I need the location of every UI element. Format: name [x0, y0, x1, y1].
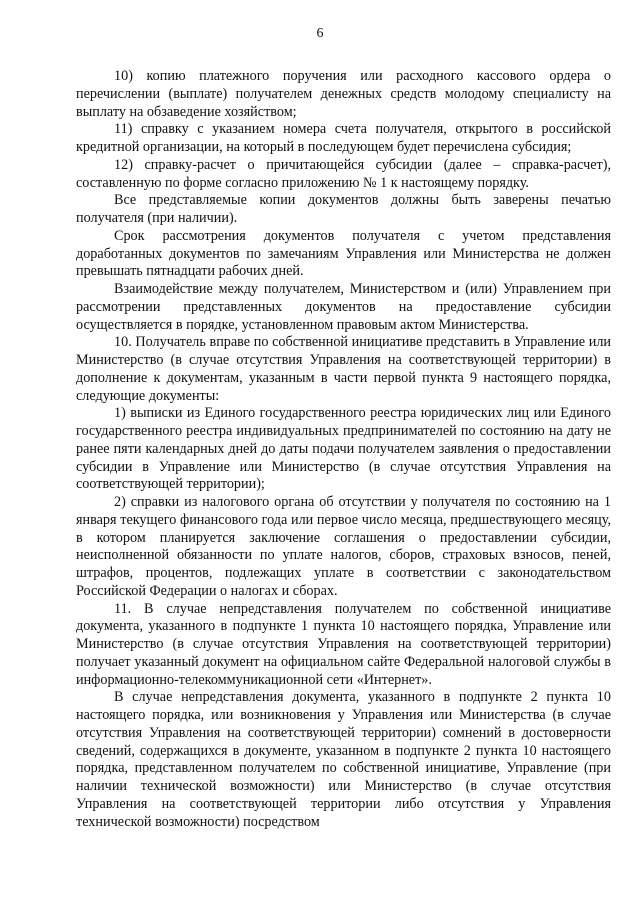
paragraph-item-11: 11) справку с указанием номера счета получателя, открытого в российской кредитной организации, на который в последующем будет перечислена субсидия;: [76, 121, 611, 155]
paragraph-item-12: 12) справку-расчет о причитающейся субсидии (далее – справка-расчет), составленную по форме согласно приложению № 1 к настоящему порядку.: [76, 156, 611, 191]
page-number: 6: [316, 26, 324, 41]
paragraph-item-10: 10) копию платежного поручения или расходного кассового ордера о перечислении (выплате) получателем денежных средств молодому специалисту на выплату на обзаведение хозяйством;: [76, 68, 611, 120]
paragraph-clause-10: 10. Получатель вправе по собственной инициативе представить в Управление или Министерство (в случае отсутствия Управления на соответствующей территории) в дополнение к документам, указанным в части первой пункта 9 настоящего порядка, следующие документы:: [76, 334, 611, 404]
paragraph-clause-10-item-2: 2) справки из налогового органа об отсутствии у получателя по состоянию на 1 января текущего финансового года или первое число месяца, предшествующего месяцу, в котором планируется заключение соглашения о предоставлении субсидии, неисполненной обязанности по уплате налогов, сборов, страховых взносов, пеней, штрафов, процентов, подлежащих уплате в соответствии с законодательством Российской Федерации о налогах и сборах.: [76, 494, 611, 599]
paragraph-interaction: Взаимодействие между получателем, Министерством и (или) Управлением при рассмотрении представленных документов на предоставление субсидии осуществляется в порядке, установленном правовым актом Министерства.: [76, 281, 611, 333]
paragraph-clause-11-continued: В случае непредставления документа, указанного в подпункте 2 пункта 10 настоящего порядка, или возникновения у Управления или Министерства (в случае отсутствия Управления на соответствующей территории) сомнений в достоверности сведений, содержащихся в документе, указанном в подпункте 2 пункта 10 настоящего порядка, представленном получателем по собственной инициативе, Управление (при наличии технической возможности) или Министерство (в случае отсутствия Управления на соответствующей территории либо отсутствия у Управления технической возможности) посредством: [76, 689, 611, 830]
paragraph-clause-11: 11. В случае непредставления получателем по собственной инициативе документа, указанного в подпункте 1 пункта 10 настоящего порядка, Управление или Министерство (в случае отсутствия Управления на соответствующей территории) получает указанный документ на официальном сайте Федеральной налоговой службы в информационно-телекоммуникационной сети «Интернет».: [76, 600, 611, 688]
paragraph-copies-certification: Все представляемые копии документов должны быть заверены печатью получателя (при наличии).: [76, 192, 611, 226]
paragraph-review-period: Срок рассмотрения документов получателя с учетом представления доработанных документов по замечаниям Управления или Министерства не должен превышать пятнадцати рабочих дней.: [76, 227, 611, 280]
paragraph-clause-10-item-1: 1) выписки из Единого государственного реестра юридических лиц или Единого государственного реестра индивидуальных предпринимателей по состоянию на дату не ранее пяти календарных дней до даты подачи получателем заявления о предоставлении субсидии в Управление или Министерство (в случае отсутствия Управления на соответствующей территории);: [76, 405, 611, 493]
document-body: [76, 68, 611, 831]
